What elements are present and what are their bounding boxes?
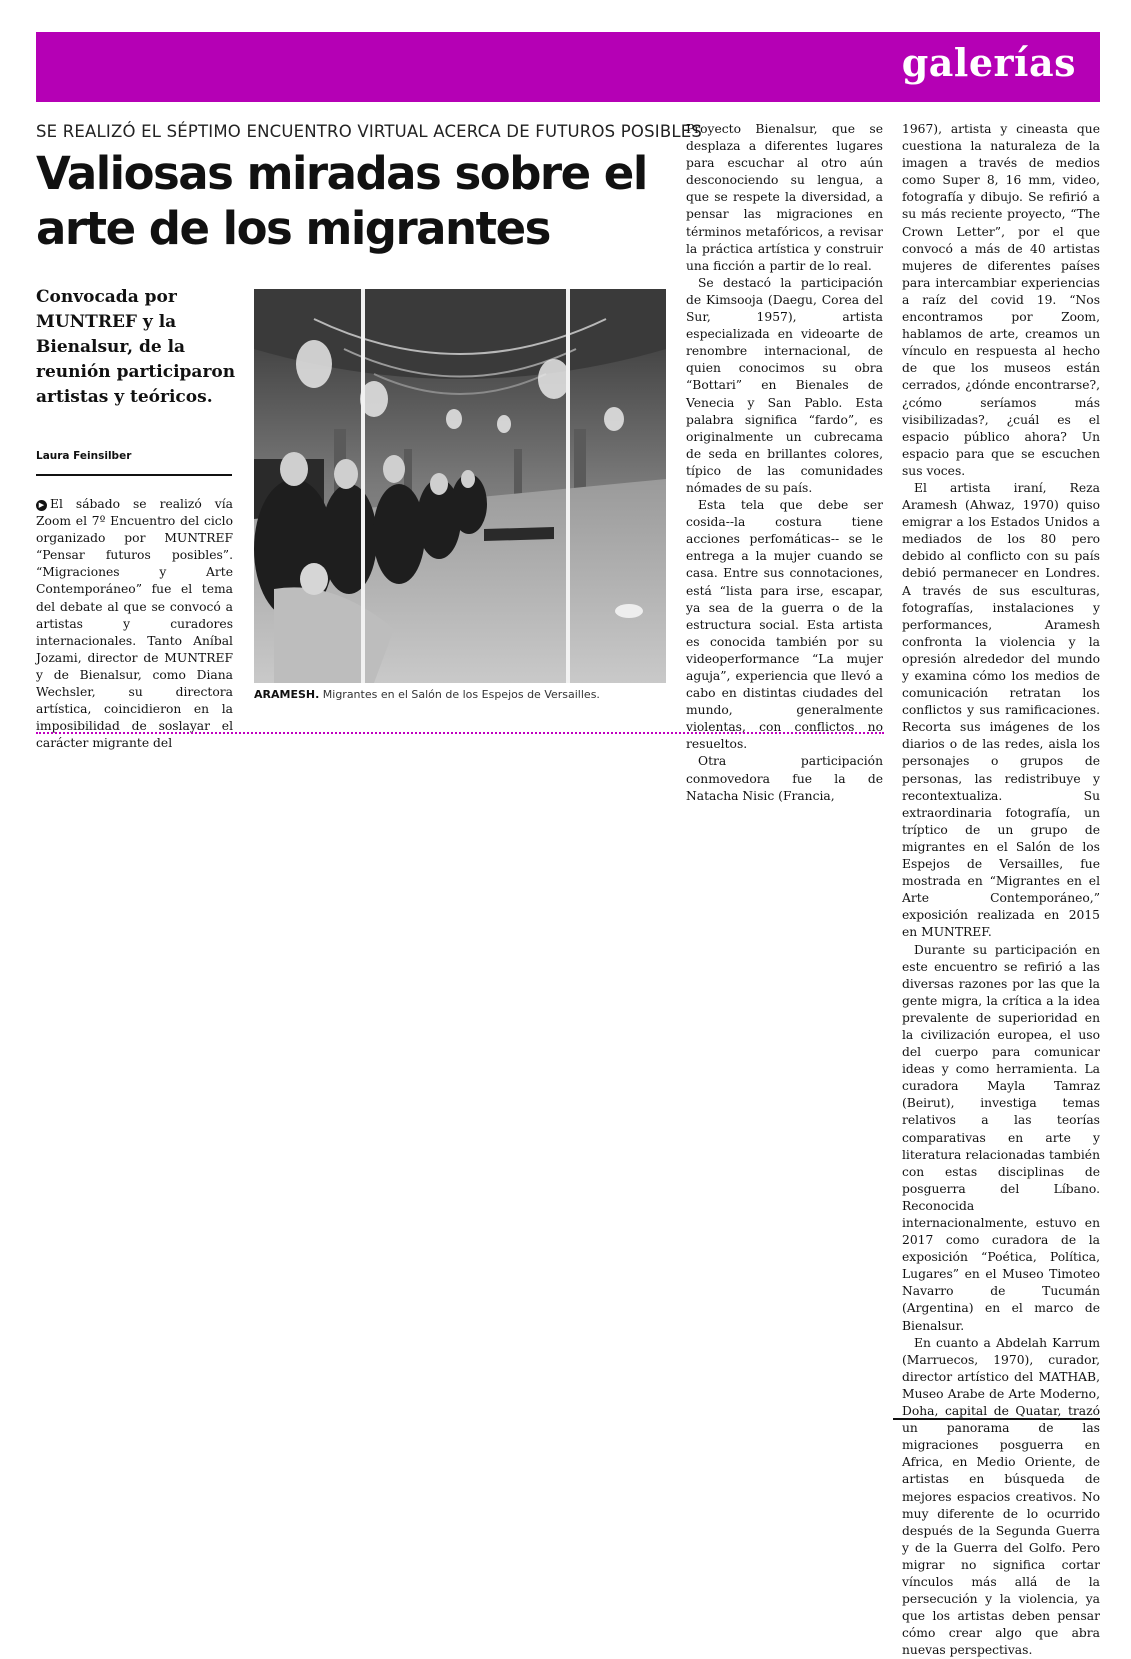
paragraph: Durante su participación en este encuentro se refirió a las diversas razones por las que la gente migra, la crítica a la idea prevalente de superioridad en la civilización europea, el uso del cuerpo para comunicar ideas y como herramienta. La curadora Mayla Tamraz (Beirut), investiga temas relativos a las teorías comparativas en arte y literatura relacionadas también con estas disciplinas de posguerra del Líbano. Reconocida internacionalmente, estuvo en 2017 como curadora de la exposición “Poética, Política, Lugares” en el Museo Timoteo Navarro de Tucumán (Argentina) en el marco de Bienalsur. bbox=[902, 942, 1100, 1333]
paragraph: El artista iraní, Reza Aramesh (Ahwaz, 1970) quiso emigrar a los Estados Unidos a mediados de los 80 pero debido al conflicto con su país debió permanecer en Londres. A través de sus esculturas, fotografías, instalaciones y performances, Aramesh confronta la violencia y la opresión alrededor del mundo y examina cómo los medios de comunicación retratan los conflictos y sus ramificaciones. Recorta sus imágenes de los diarios o de las redes, aisla los personajes o grupos de personas, las redistribuye y recontextualiza. Su extraordinaria fotografía, un tríptico de un grupo de migrantes en el Salón de los Espejos de Versailles, fue mostrada en “Migrantes en el Arte Contemporáneo,” exposición realizada en 2015 en MUNTREF. bbox=[902, 480, 1100, 940]
dotted-divider bbox=[36, 732, 884, 734]
byline-rule bbox=[36, 474, 232, 476]
body-column-2 bbox=[686, 121, 883, 805]
paragraph: Otra participación conmovedora fue la de Natacha Nisic (Francia, bbox=[686, 754, 883, 803]
paragraph-text: El sábado se realizó vía Zoom el 7º Encuentro del ciclo organizado por MUNTREF “Pensar futuros posibles”. “Migraciones y Arte Contemporáneo” fue el tema del debate al que se convocó a artistas y curadores internacionales. Tanto Aníbal Jozami, director de MUNTREF y de Bienalsur, como Diana Wechsler, su directora artística, coincidieron en la imposibilidad de soslayar el carácter migrante del bbox=[36, 497, 233, 751]
body-column-1 bbox=[36, 496, 233, 752]
play-bullet-icon: ▶ bbox=[36, 500, 47, 511]
paragraph: Se destacó la participación de Kimsooja (Daegu, Corea del Sur, 1957), artista especializada en videoarte de renombre internacional, de quien conocimos su obra “Bottari” en Bienales de Venecia y San Pablo. Esta palabra significa “fardo”, es originalmente un cubrecama de seda en brillantes colores, típico de las comunidades nómades de su país. bbox=[686, 275, 883, 495]
photo-illustration bbox=[254, 289, 666, 683]
paragraph: En cuanto a Abdelah Karrum (Marruecos, 1970), curador, director artístico del MATHAB, Museo Arabe de Arte Moderno, Doha, capital de Quatar, trazó un panorama de las migraciones posguerra en Africa, en Medio Oriente, de artistas en búsqueda de mejores espacios creativos. No muy diferente de lo ocurrido después de la Segunda Guerra y de la Guerra del Golfo. Pero migrar no significa cortar vínculos más allá de la persecución y la violencia, ya que los artistas deben pensar cómo crear algo que abra nuevas perspectivas. bbox=[902, 1335, 1100, 1658]
byline: Laura Feinsilber bbox=[36, 450, 132, 462]
caption-text: Migrantes en el Salón de los Espejos de Versailles. bbox=[322, 688, 600, 701]
section-name: galerías bbox=[901, 40, 1076, 85]
paragraph: Esta tela que debe ser cosida--la costura tiene acciones perfomáticas-- se le entrega a la mujer cuando se casa. Entre sus connotaciones, está “lista para irse, escapar, ya sea de la guerra o de la estructura social. Esta artista es conocida también por su videoperformance “La mujer aguja”, experiencia que llevó a cabo en distintas ciudades del mundo, generalmente violentas, con conflictos no resueltos. bbox=[686, 498, 883, 752]
paragraph: Proyecto Bienalsur, que se desplaza a diferentes lugares para escuchar al otro aún desconociendo su lengua, a que se respete la diversidad, a pensar las migraciones en términos metafóricos, a revisar la práctica artística y construir una ficción a partir de lo real. bbox=[686, 122, 883, 273]
deck: Convocada por MUNTREF y la Bienalsur, de la reunión participaron artistas y teóricos. bbox=[36, 287, 236, 407]
paragraph: 1967), artista y cineasta que cuestiona la naturaleza de la imagen a través de medios como Super 8, 16 mm, video, fotografía y dibujo. Se refirió a su más reciente proyecto, “The Crown Letter”, por el que convocó a más de 40 artistas mujeres de diferentes países para intercambiar experiencias a raíz del covid 19. “Nos encontramos por Zoom, hablamos de arte, creamos un vínculo en respuesta al hecho de que los museos están cerrados, ¿dónde encontrarse?, ¿cómo seríamos más visibilizadas?, ¿cuál es el espacio público ahora? Un espacio para que se escuchen sus voces. bbox=[902, 122, 1100, 478]
kicker: SE REALIZÓ EL SÉPTIMO ENCUENTRO VIRTUAL ACERCA DE FUTUROS POSIBLES bbox=[36, 122, 703, 141]
headline: Valiosas miradas sobre el arte de los migrantes bbox=[36, 147, 647, 255]
caption-credit: ARAMESH. bbox=[254, 688, 320, 701]
triptych-photo bbox=[254, 289, 666, 683]
photo-caption bbox=[254, 688, 674, 701]
end-rule bbox=[893, 1418, 1100, 1420]
section-banner bbox=[36, 32, 1100, 102]
paragraph bbox=[36, 496, 233, 752]
body-column-3 bbox=[902, 121, 1100, 1659]
